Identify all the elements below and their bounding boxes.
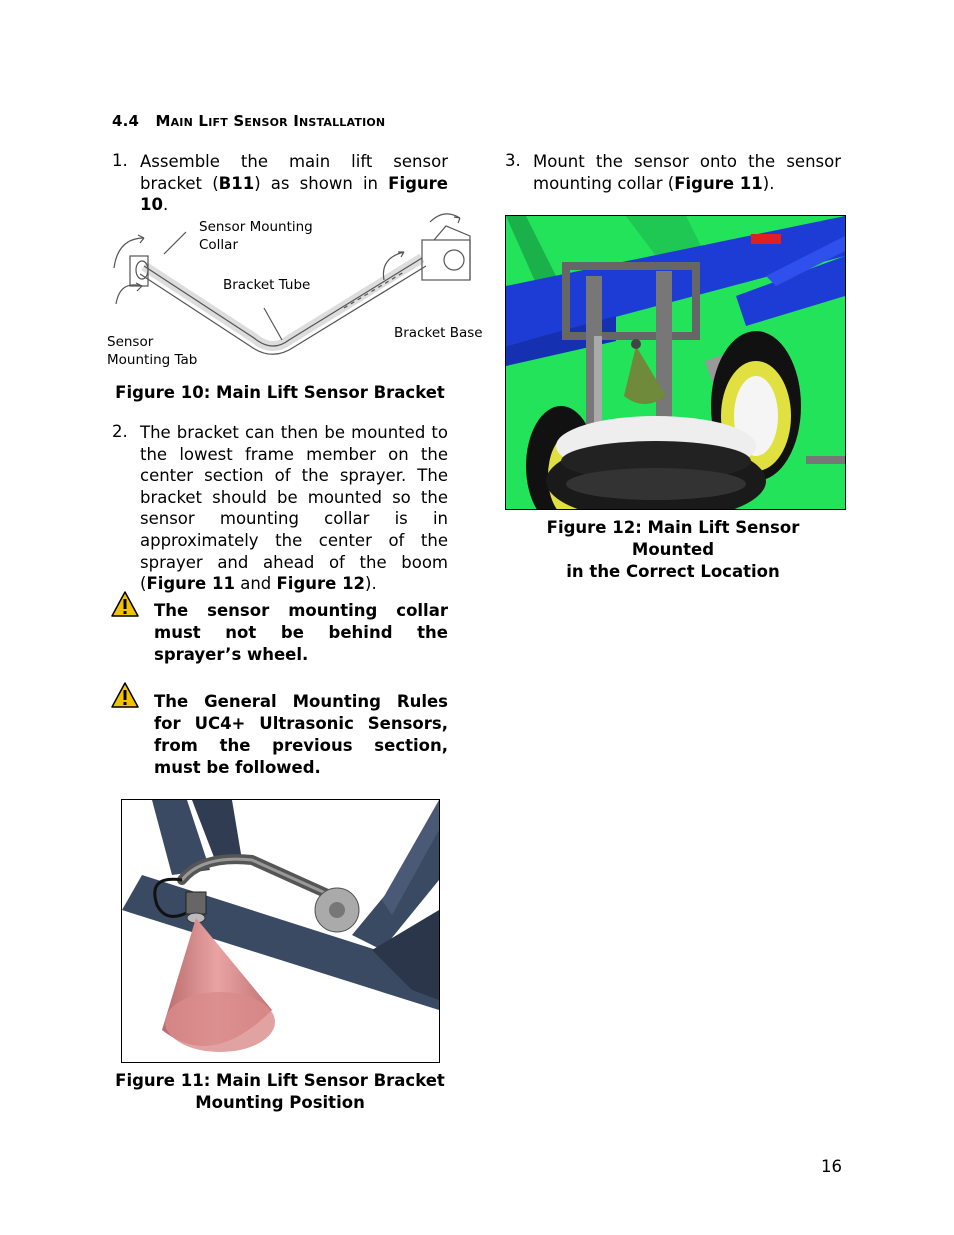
label-line: Sensor Mounting: [199, 219, 313, 235]
warning-icon: [111, 682, 139, 708]
figure-10-caption: Figure 10: Main Lift Sensor Bracket: [115, 383, 445, 402]
label-sensor-mounting-collar: [199, 218, 313, 254]
step-number: 2.: [112, 422, 128, 441]
label-line: Sensor: [107, 334, 154, 350]
label-line: Collar: [199, 237, 239, 253]
warning-text-1: The sensor mounting collar must not be behind the sprayer’s wheel.: [154, 601, 448, 664]
caption-line: Figure 11: Main Lift Sensor Bracket: [115, 1071, 445, 1090]
figure-11-render: [122, 800, 439, 1062]
caption-line: Figure 12: Main Lift Sensor Mounted: [546, 518, 800, 559]
section-number: 4.4: [112, 112, 140, 130]
step-1-text: Assemble the main lift sensor bracket (B11) as shown in Figure 10.: [140, 152, 448, 215]
step-number: 1.: [112, 151, 128, 170]
caption-line: in the Correct Location: [566, 562, 780, 581]
step-2-text: The bracket can then be mounted to the lowest frame member on the center section of the sprayer. The bracket should be mounted so the sensor mounting collar is in approximately the center of the sprayer and ahead of the boom (Figure 11 and Figure 12).: [140, 423, 448, 594]
warning-text-2: The General Mounting Rules for UC4+ Ultrasonic Sensors, from the previous section, must be followed.: [154, 692, 448, 777]
label-bracket-tube: Bracket Tube: [223, 277, 311, 293]
figure-11-image: [121, 799, 440, 1063]
caption-line: Mounting Position: [195, 1093, 365, 1112]
label-sensor-mounting-tab: [107, 333, 197, 369]
figure-12-render: [506, 216, 845, 509]
figure-11-caption: [112, 1070, 448, 1114]
warning-icon: [111, 591, 139, 617]
section-heading: [112, 112, 385, 130]
page-number: 16: [821, 1157, 842, 1176]
figure-12-caption: [505, 517, 841, 583]
step-3-text: Mount the sensor onto the sensor mounting collar (Figure 11).: [533, 152, 841, 193]
step-number: 3.: [505, 151, 521, 170]
section-title: Main Lift Sensor Installation: [155, 112, 386, 130]
label-line: Mounting Tab: [107, 352, 198, 368]
figure-12-image: [505, 215, 846, 510]
label-bracket-base: Bracket Base: [394, 325, 483, 341]
